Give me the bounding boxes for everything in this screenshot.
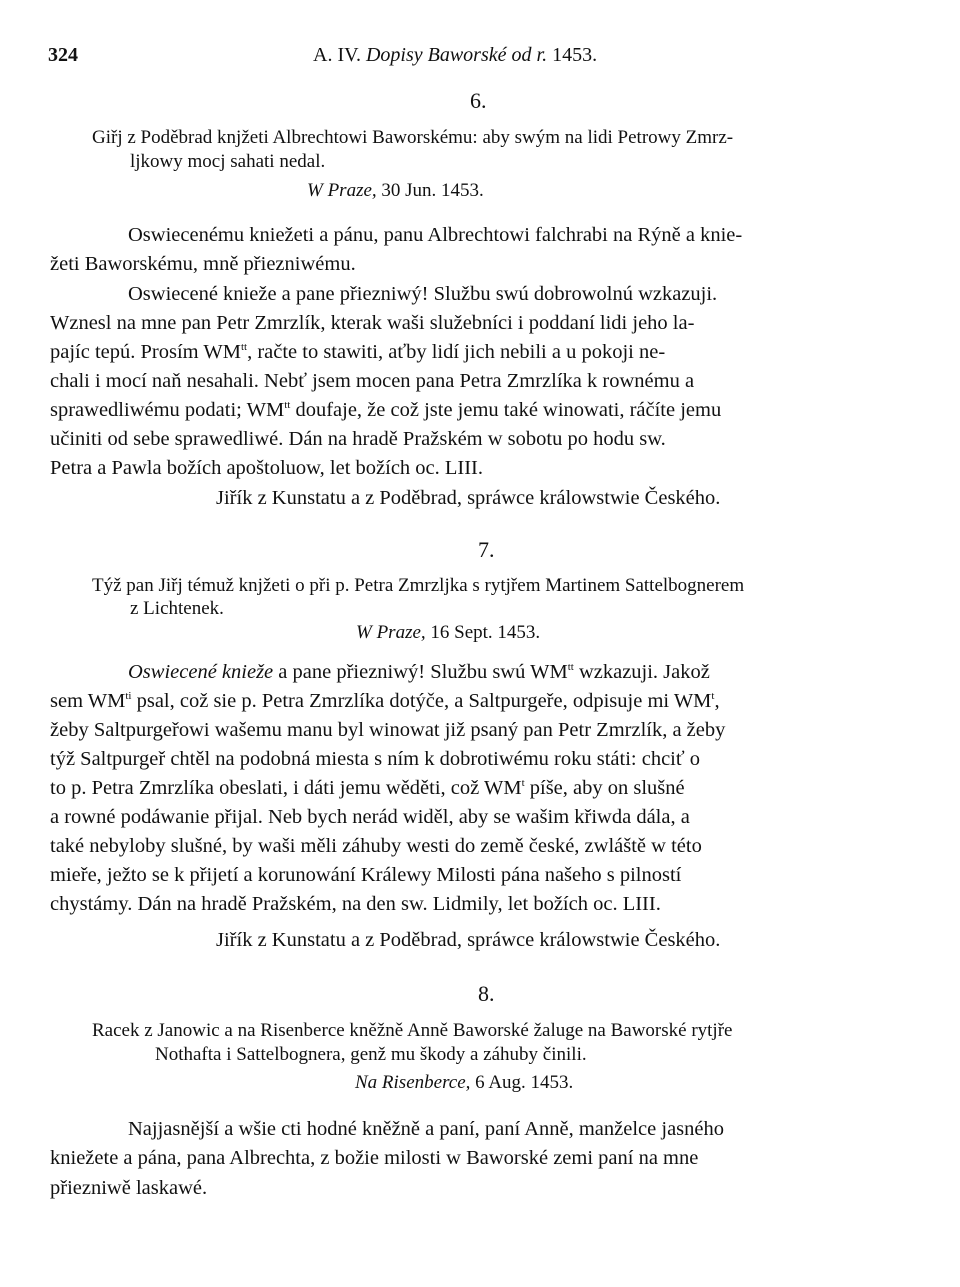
body-text: , račte to stawiti, aťby lidí jich nebili a u pokoji ne- [247,341,666,363]
dateline [307,180,484,202]
page-header [48,44,918,74]
body-line [50,777,685,800]
body-text: to p. Petra Zmrzlíka obeslati, i dáti jemu wěděti, což WM [50,777,522,799]
signature: Jiřík z Kunstatu a z Poděbrad, spráwce králowstwie Českého. [216,929,721,951]
date-place: Na Risenberce, [355,1072,471,1093]
body-line: také nebyloby slušné, by waši měli záhuby westi do země české, zwláště w této [50,835,702,857]
running-head-year: 1453. [552,44,598,66]
body-text: pajíc tepú. Prosím WM [50,341,241,363]
summary-line: ljkowy mocj sahati nedal. [130,151,326,172]
document-number: 8. [478,981,495,1006]
signature: Jiřík z Kunstatu a z Poděbrad, spráwce králowstwie Českého. [216,487,721,509]
body-text: doufaje, že což jste jemu také winowati, ráčíte jemu [290,399,722,421]
body-text: psal, což sie p. Petra Zmrzlíka dotýče, a Saltpurgeře, odpisuje mi WM [131,690,712,712]
body-line: Petra a Pawla božích apoštoluow, let božích oc. LIII. [50,457,484,479]
date-value: 30 Jun. 1453. [381,180,484,201]
superscript: t [521,777,525,790]
body-line [50,690,720,713]
body-text: wzkazuji. Jakož [573,661,710,683]
running-head-title: Dopisy Baworské od r. [365,44,548,66]
body-line: Najjasnější a wšie cti hodné kněžně a paní, paní Anně, manželce jasného [128,1118,724,1140]
dateline [356,622,540,644]
summary-line: z Lichtenek. [130,598,224,619]
summary-line: Giřj z Poděbrad knjžeti Albrechtowi Baworskému: aby swým na lidi Petrowy Zmrz- [92,127,734,148]
body-text: , [714,690,720,712]
date-place: W Praze, [307,180,377,201]
body-line: Oswiecené knieže a pane přiezniwý! Službu swú dobrowolnú wzkazuji. [128,283,718,305]
body-line: Wznesl na mne pan Petr Zmrzlík, kterak waši služebníci i poddaní lidi jeho la- [50,312,695,334]
body-text: sem WM [50,690,126,712]
document-number: 6. [470,88,487,113]
body-line: chystámy. Dán na hradě Pražském, na den sw. Lidmily, let božích oc. LIII. [50,893,661,915]
superscript: tt [240,341,248,354]
body-text: sprawedliwému podati; WM [50,399,285,421]
body-text: a pane přiezniwý! Službu swú WM [273,661,568,683]
superscript: tt [567,661,574,674]
body-line [50,399,721,422]
page-number: 324 [48,44,78,66]
body-line [50,341,665,364]
body-text: píše, aby on slušné [524,777,685,799]
body-line: přiezniwě laskawé. [50,1177,208,1199]
superscript: t [711,690,715,703]
body-line: mieře, ježto se k přijetí a korunowání Králewy Milosti pána našeho s pilností [50,864,682,886]
body-line: Oswiecenému kniežeti a pánu, panu Albrechtowi falchrabi na Rýně a knie- [128,224,743,246]
date-value: 16 Sept. 1453. [430,622,541,643]
running-head [313,44,597,67]
body-line: žeby Saltpurgeřowi wašemu manu byl winowat již psaný pan Petr Zmrzlík, a žeby [50,719,726,741]
running-head-prefix: A. IV. [313,44,361,66]
body-line: a rowné podáwanie přijal. Neb bych nerád widěl, aby se wašim křiwda dála, a [50,806,690,828]
body-line: učiniti od sebe sprawedliwé. Dán na hradě Pražském w sobotu po hodu sw. [50,428,666,450]
body-line: týž Saltpurgeř chtěl na podobná miesta s ním k dobrotiwému roku státi: chciť o [50,748,701,770]
date-value: 6 Aug. 1453. [475,1072,574,1093]
summary-line: Nothafta i Sattelbognera, genž mu škody a záhuby činili. [155,1044,587,1065]
superscript: ti [125,690,132,703]
body-line: chali i mocí naň nesahali. Nebť jsem mocen pana Petra Zmrzlíka k rownému a [50,370,695,392]
dateline [355,1072,573,1094]
summary-line: Týž pan Jiřj témuž knjžeti o při p. Petra Zmrzljka s rytjřem Martinem Sattelbognerem [92,575,745,596]
body-line [128,661,710,684]
superscript: tt [284,399,291,412]
body-text-italic: Oswiecené knieže [128,661,274,683]
body-line: kniežete a pána, pana Albrechta, z božie milosti w Baworské zemi paní na mne [50,1147,699,1169]
summary-line: Racek z Janowic a na Risenberce kněžně Anně Baworské žaluge na Baworské rytjře [92,1020,733,1041]
document-number: 7. [478,537,495,562]
body-line: žeti Baworskému, mně přiezniwému. [50,253,356,275]
date-place: W Praze, [356,622,426,643]
